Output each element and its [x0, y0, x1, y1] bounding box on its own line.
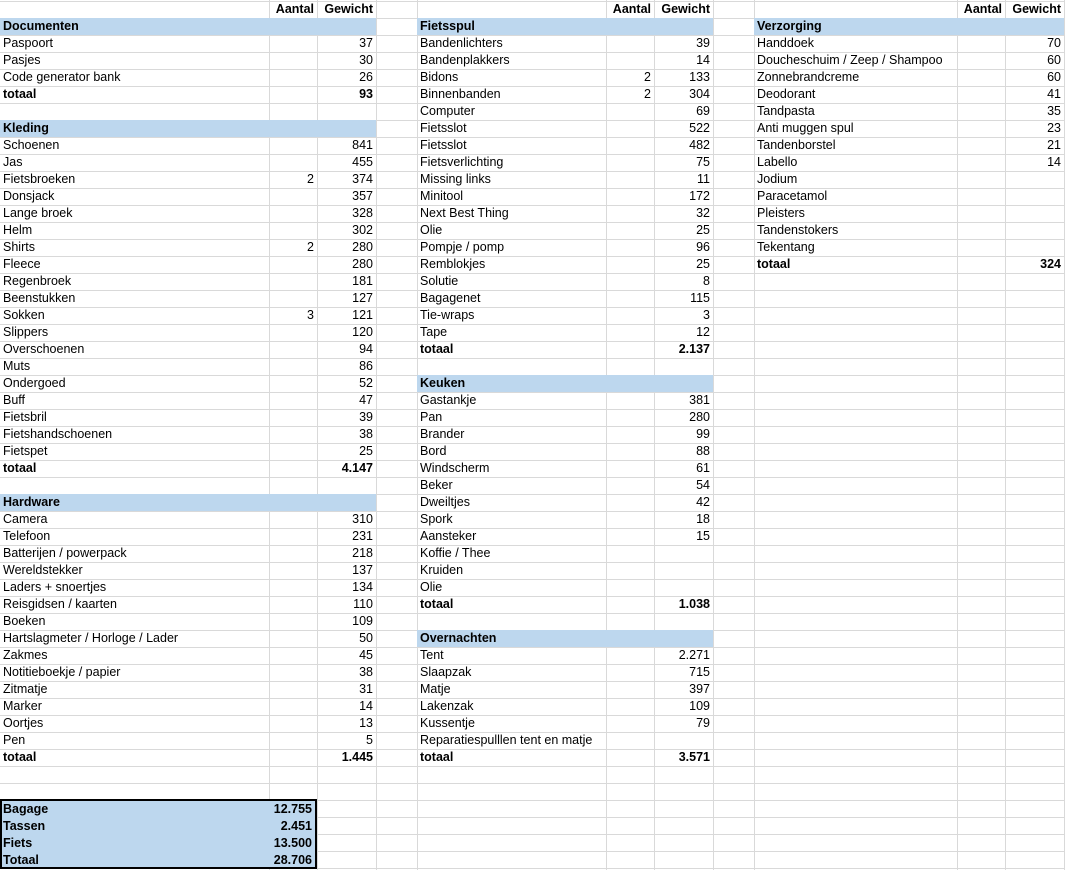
- item-gewicht-cell[interactable]: 26: [359, 70, 373, 84]
- summary-value-cell[interactable]: 13.500: [273, 836, 312, 850]
- item-name-cell[interactable]: Tape: [420, 325, 448, 339]
- category-header[interactable]: Keuken: [420, 376, 466, 390]
- total-label-cell[interactable]: totaal: [420, 750, 454, 764]
- item-aantal-cell[interactable]: [606, 137, 654, 154]
- item-aantal-cell[interactable]: [269, 511, 317, 528]
- item-gewicht-cell[interactable]: 127: [352, 291, 373, 305]
- item-aantal-cell[interactable]: [606, 511, 654, 528]
- item-gewicht-cell[interactable]: 2.271: [678, 648, 710, 662]
- item-aantal-cell[interactable]: [606, 494, 654, 511]
- item-name-cell[interactable]: Bandenplakkers: [420, 53, 510, 67]
- item-name-cell[interactable]: Fietsbril: [3, 410, 47, 424]
- item-gewicht-cell[interactable]: 13: [359, 716, 373, 730]
- item-name-cell[interactable]: Regenbroek: [3, 274, 72, 288]
- item-name-cell[interactable]: Bandenlichters: [420, 36, 503, 50]
- item-name-cell[interactable]: Paspoort: [3, 36, 54, 50]
- item-name-cell[interactable]: Pleisters: [757, 206, 805, 220]
- total-label-cell[interactable]: totaal: [3, 87, 37, 101]
- item-aantal-cell[interactable]: [957, 171, 1005, 188]
- total-label-cell[interactable]: totaal: [3, 750, 37, 764]
- item-gewicht-cell[interactable]: 25: [696, 223, 710, 237]
- item-aantal-cell[interactable]: [606, 545, 654, 562]
- gridline-vertical: [376, 0, 377, 870]
- total-value-cell[interactable]: 1.038: [678, 597, 710, 611]
- item-aantal-cell[interactable]: [606, 477, 654, 494]
- item-name-cell[interactable]: Pompje / pomp: [420, 240, 505, 254]
- item-name-cell[interactable]: Jodium: [757, 172, 798, 186]
- item-gewicht-cell[interactable]: 715: [689, 665, 710, 679]
- total-value-cell[interactable]: 324: [1040, 257, 1061, 271]
- item-gewicht-cell[interactable]: 8: [703, 274, 710, 288]
- item-gewicht-cell[interactable]: 381: [689, 393, 710, 407]
- item-aantal-cell[interactable]: [269, 528, 317, 545]
- item-gewicht-cell[interactable]: 38: [359, 665, 373, 679]
- item-aantal-cell[interactable]: [957, 239, 1005, 256]
- item-aantal-cell[interactable]: [269, 35, 317, 52]
- item-aantal-cell[interactable]: [606, 681, 654, 698]
- item-gewicht-cell[interactable]: 39: [696, 36, 710, 50]
- item-name-cell[interactable]: Kussentje: [420, 716, 475, 730]
- item-name-cell[interactable]: Buff: [3, 393, 26, 407]
- item-name-cell[interactable]: Spork: [420, 512, 453, 526]
- item-gewicht-cell[interactable]: 25: [696, 257, 710, 271]
- item-aantal-cell[interactable]: [269, 409, 317, 426]
- item-aantal-cell[interactable]: [606, 35, 654, 52]
- item-aantal-cell[interactable]: [606, 698, 654, 715]
- item-aantal-cell[interactable]: [606, 528, 654, 545]
- item-aantal-cell[interactable]: [269, 698, 317, 715]
- total-value-cell[interactable]: 1.445: [341, 750, 373, 764]
- item-aantal-cell[interactable]: [606, 205, 654, 222]
- item-gewicht-cell[interactable]: [654, 732, 713, 749]
- summary-label-cell[interactable]: Bagage: [3, 802, 49, 816]
- item-gewicht-cell[interactable]: 25: [359, 444, 373, 458]
- item-gewicht-cell[interactable]: 455: [352, 155, 373, 169]
- item-aantal-cell[interactable]: [957, 35, 1005, 52]
- item-aantal-cell[interactable]: 3: [307, 308, 314, 322]
- item-aantal-cell[interactable]: [606, 426, 654, 443]
- category-header[interactable]: Documenten: [3, 19, 79, 33]
- item-gewicht-cell[interactable]: 70: [1047, 36, 1061, 50]
- item-gewicht-cell[interactable]: 133: [689, 70, 710, 84]
- item-gewicht-cell[interactable]: 14: [1047, 155, 1061, 169]
- item-name-cell[interactable]: Doucheschuim / Zeep / Shampoo: [757, 53, 943, 67]
- item-aantal-cell[interactable]: [957, 154, 1005, 171]
- column-header-gewicht[interactable]: Gewicht: [324, 2, 373, 16]
- item-name-cell[interactable]: Solutie: [420, 274, 459, 288]
- item-gewicht-cell[interactable]: 280: [352, 240, 373, 254]
- item-aantal-cell[interactable]: [269, 732, 317, 749]
- item-aantal-cell[interactable]: [269, 324, 317, 341]
- item-gewicht-cell[interactable]: 109: [352, 614, 373, 628]
- item-gewicht-cell[interactable]: 86: [359, 359, 373, 373]
- item-gewicht-cell[interactable]: 42: [696, 495, 710, 509]
- category-header[interactable]: Hardware: [3, 495, 60, 509]
- item-name-cell[interactable]: Anti muggen spul: [757, 121, 854, 135]
- item-name-cell[interactable]: Handdoek: [757, 36, 814, 50]
- item-aantal-cell[interactable]: [269, 154, 317, 171]
- column-header-gewicht[interactable]: Gewicht: [661, 2, 710, 16]
- item-name-cell[interactable]: Zitmatje: [3, 682, 48, 696]
- item-aantal-cell[interactable]: [269, 596, 317, 613]
- item-aantal-cell[interactable]: [269, 562, 317, 579]
- item-name-cell[interactable]: Tandpasta: [757, 104, 815, 118]
- item-name-cell[interactable]: Matje: [420, 682, 451, 696]
- item-aantal-cell[interactable]: [606, 52, 654, 69]
- item-name-cell[interactable]: Aansteker: [420, 529, 477, 543]
- total-value-cell[interactable]: 2.137: [678, 342, 710, 356]
- item-aantal-cell[interactable]: [957, 222, 1005, 239]
- item-aantal-cell[interactable]: [269, 443, 317, 460]
- item-gewicht-cell[interactable]: 302: [352, 223, 373, 237]
- item-name-cell[interactable]: Slaapzak: [420, 665, 472, 679]
- item-gewicht-cell[interactable]: 50: [359, 631, 373, 645]
- item-aantal-cell[interactable]: 2: [644, 70, 651, 84]
- item-name-cell[interactable]: Fleece: [3, 257, 41, 271]
- item-aantal-cell[interactable]: [957, 137, 1005, 154]
- item-aantal-cell[interactable]: [957, 69, 1005, 86]
- item-name-cell[interactable]: Marker: [3, 699, 42, 713]
- item-gewicht-cell[interactable]: [1005, 222, 1064, 239]
- item-gewicht-cell[interactable]: 32: [696, 206, 710, 220]
- item-name-cell[interactable]: Computer: [420, 104, 475, 118]
- item-aantal-cell[interactable]: [269, 290, 317, 307]
- item-aantal-cell[interactable]: [269, 392, 317, 409]
- item-gewicht-cell[interactable]: 172: [689, 189, 710, 203]
- item-name-cell[interactable]: Jas: [3, 155, 23, 169]
- gridline-vertical: [713, 0, 714, 870]
- item-gewicht-cell[interactable]: 79: [696, 716, 710, 730]
- item-aantal-cell[interactable]: [606, 256, 654, 273]
- item-aantal-cell[interactable]: [606, 307, 654, 324]
- item-aantal-cell[interactable]: [269, 222, 317, 239]
- gridline-horizontal: [0, 1, 1065, 2]
- item-gewicht-cell[interactable]: 120: [352, 325, 373, 339]
- item-name-cell[interactable]: Fietspet: [3, 444, 48, 458]
- total-value-cell[interactable]: 3.571: [678, 750, 710, 764]
- item-gewicht-cell[interactable]: 99: [696, 427, 710, 441]
- item-name-cell[interactable]: Koffie / Thee: [420, 546, 491, 560]
- column-header-aantal[interactable]: Aantal: [275, 2, 314, 16]
- item-aantal-cell[interactable]: 2: [644, 87, 651, 101]
- item-name-cell[interactable]: Windscherm: [420, 461, 490, 475]
- item-gewicht-cell[interactable]: 35: [1047, 104, 1061, 118]
- item-gewicht-cell[interactable]: 61: [696, 461, 710, 475]
- total-label-cell[interactable]: totaal: [3, 461, 37, 475]
- item-name-cell[interactable]: Fietsslot: [420, 138, 467, 152]
- item-aantal-cell[interactable]: [269, 630, 317, 647]
- item-aantal-cell[interactable]: [606, 103, 654, 120]
- item-aantal-cell[interactable]: [606, 392, 654, 409]
- item-name-cell[interactable]: Olie: [420, 223, 443, 237]
- item-gewicht-cell[interactable]: [1005, 239, 1064, 256]
- item-gewicht-cell[interactable]: 39: [359, 410, 373, 424]
- item-aantal-cell[interactable]: [606, 290, 654, 307]
- item-aantal-cell[interactable]: [606, 579, 654, 596]
- item-aantal-cell[interactable]: [269, 664, 317, 681]
- item-name-cell[interactable]: Notitieboekje / papier: [3, 665, 121, 679]
- item-gewicht-cell[interactable]: 115: [690, 291, 710, 305]
- item-name-cell[interactable]: Fietshandschoenen: [3, 427, 113, 441]
- item-name-cell[interactable]: Pan: [420, 410, 443, 424]
- item-aantal-cell[interactable]: [606, 732, 654, 749]
- item-gewicht-cell[interactable]: 11: [697, 172, 710, 186]
- item-name-cell[interactable]: Binnenbanden: [420, 87, 501, 101]
- item-gewicht-cell[interactable]: 15: [696, 529, 710, 543]
- item-name-cell[interactable]: Gastankje: [420, 393, 477, 407]
- item-gewicht-cell[interactable]: 218: [352, 546, 373, 560]
- item-gewicht-cell[interactable]: 3: [703, 308, 710, 322]
- item-name-cell[interactable]: Bord: [420, 444, 447, 458]
- item-gewicht-cell[interactable]: 31: [359, 682, 373, 696]
- item-aantal-cell[interactable]: [269, 52, 317, 69]
- item-name-cell[interactable]: Kruiden: [420, 563, 464, 577]
- summary-label-cell[interactable]: Fiets: [3, 836, 33, 850]
- item-gewicht-cell[interactable]: [654, 545, 713, 562]
- category-header[interactable]: Kleding: [3, 121, 49, 135]
- total-value-cell[interactable]: 93: [359, 87, 373, 101]
- item-gewicht-cell[interactable]: 137: [352, 563, 373, 577]
- column-header-aantal[interactable]: Aantal: [963, 2, 1002, 16]
- item-aantal-cell[interactable]: [957, 86, 1005, 103]
- item-gewicht-cell[interactable]: 14: [359, 699, 373, 713]
- item-name-cell[interactable]: Donsjack: [3, 189, 55, 203]
- item-aantal-cell[interactable]: [606, 409, 654, 426]
- item-name-cell[interactable]: Beenstukken: [3, 291, 76, 305]
- item-gewicht-cell[interactable]: 231: [352, 529, 373, 543]
- item-name-cell[interactable]: Bagagenet: [420, 291, 481, 305]
- item-name-cell[interactable]: Reisgidsen / kaarten: [3, 597, 117, 611]
- item-aantal-cell[interactable]: [957, 103, 1005, 120]
- item-aantal-cell[interactable]: [606, 171, 654, 188]
- item-name-cell[interactable]: Tekentang: [757, 240, 815, 254]
- item-gewicht-cell[interactable]: 21: [1047, 138, 1061, 152]
- summary-value-cell[interactable]: 2.451: [280, 819, 312, 833]
- item-aantal-cell[interactable]: [606, 222, 654, 239]
- item-aantal-cell[interactable]: [269, 137, 317, 154]
- item-aantal-cell[interactable]: [957, 52, 1005, 69]
- item-aantal-cell[interactable]: [606, 647, 654, 664]
- item-name-cell[interactable]: Zonnebrandcreme: [757, 70, 860, 84]
- item-aantal-cell[interactable]: [957, 120, 1005, 137]
- summary-label-cell[interactable]: Totaal: [3, 853, 39, 867]
- item-name-cell[interactable]: Wereldstekker: [3, 563, 83, 577]
- item-name-cell[interactable]: Zakmes: [3, 648, 48, 662]
- item-name-cell[interactable]: Batterijen / powerpack: [3, 546, 127, 560]
- gridline-horizontal: [0, 783, 1065, 784]
- summary-value-cell[interactable]: 28.706: [273, 853, 312, 867]
- item-gewicht-cell[interactable]: 522: [689, 121, 710, 135]
- item-gewicht-cell[interactable]: 357: [352, 189, 373, 203]
- item-name-cell[interactable]: Schoenen: [3, 138, 60, 152]
- item-gewicht-cell[interactable]: 5: [366, 733, 373, 747]
- item-gewicht-cell[interactable]: 304: [689, 87, 710, 101]
- item-gewicht-cell[interactable]: 96: [696, 240, 710, 254]
- item-name-cell[interactable]: Sokken: [3, 308, 45, 322]
- item-name-cell[interactable]: Bidons: [420, 70, 459, 84]
- item-aantal-cell[interactable]: [606, 460, 654, 477]
- item-gewicht-cell[interactable]: 30: [359, 53, 373, 67]
- item-name-cell[interactable]: Helm: [3, 223, 33, 237]
- item-gewicht-cell[interactable]: 110: [353, 597, 373, 611]
- summary-value-cell[interactable]: 12.755: [273, 802, 312, 816]
- item-aantal-cell[interactable]: [269, 426, 317, 443]
- item-aantal-cell[interactable]: [269, 579, 317, 596]
- item-gewicht-cell[interactable]: 47: [359, 393, 373, 407]
- column-header-gewicht[interactable]: Gewicht: [1012, 2, 1061, 16]
- item-aantal-cell[interactable]: [606, 154, 654, 171]
- item-name-cell[interactable]: Hartslagmeter / Horloge / Lader: [3, 631, 179, 645]
- item-aantal-cell[interactable]: [269, 188, 317, 205]
- item-name-cell[interactable]: Brander: [420, 427, 465, 441]
- item-name-cell[interactable]: Minitool: [420, 189, 464, 203]
- item-name-cell[interactable]: Beker: [420, 478, 453, 492]
- item-gewicht-cell[interactable]: 482: [689, 138, 710, 152]
- item-aantal-cell[interactable]: [269, 256, 317, 273]
- item-aantal-cell[interactable]: [606, 324, 654, 341]
- item-aantal-cell[interactable]: [606, 120, 654, 137]
- total-label-cell[interactable]: totaal: [420, 342, 454, 356]
- item-aantal-cell[interactable]: [606, 715, 654, 732]
- item-gewicht-cell[interactable]: 88: [696, 444, 710, 458]
- category-header[interactable]: Verzorging: [757, 19, 822, 33]
- item-gewicht-cell[interactable]: 54: [696, 478, 710, 492]
- item-name-cell[interactable]: Lange broek: [3, 206, 73, 220]
- item-aantal-cell[interactable]: [269, 681, 317, 698]
- item-aantal-cell[interactable]: 2: [307, 240, 314, 254]
- item-gewicht-cell[interactable]: [654, 562, 713, 579]
- item-gewicht-cell[interactable]: [1005, 188, 1064, 205]
- item-aantal-cell[interactable]: [606, 188, 654, 205]
- item-gewicht-cell[interactable]: 94: [359, 342, 373, 356]
- item-aantal-cell[interactable]: [606, 239, 654, 256]
- item-aantal-cell[interactable]: [269, 715, 317, 732]
- category-header[interactable]: Overnachten: [420, 631, 497, 645]
- item-gewicht-cell[interactable]: 280: [689, 410, 710, 424]
- item-name-cell[interactable]: Olie: [420, 580, 443, 594]
- item-name-cell[interactable]: Fietsslot: [420, 121, 467, 135]
- gridline-horizontal: [0, 766, 1065, 767]
- item-gewicht-cell[interactable]: 841: [352, 138, 373, 152]
- item-gewicht-cell[interactable]: [1005, 205, 1064, 222]
- item-name-cell[interactable]: Ondergoed: [3, 376, 66, 390]
- item-aantal-cell[interactable]: [957, 188, 1005, 205]
- item-gewicht-cell[interactable]: 69: [696, 104, 710, 118]
- total-value-cell[interactable]: 4.147: [341, 461, 373, 475]
- item-aantal-cell[interactable]: [269, 341, 317, 358]
- item-gewicht-cell[interactable]: 60: [1047, 70, 1061, 84]
- item-aantal-cell[interactable]: [269, 545, 317, 562]
- item-aantal-cell[interactable]: [606, 664, 654, 681]
- item-gewicht-cell[interactable]: 280: [352, 257, 373, 271]
- item-gewicht-cell[interactable]: 374: [352, 172, 373, 186]
- item-gewicht-cell[interactable]: 397: [689, 682, 710, 696]
- item-gewicht-cell[interactable]: 121: [352, 308, 373, 322]
- item-name-cell[interactable]: Deodorant: [757, 87, 816, 101]
- item-name-cell[interactable]: Reparatiespulllen tent en matje: [420, 733, 593, 747]
- item-gewicht-cell[interactable]: 75: [696, 155, 710, 169]
- item-aantal-cell[interactable]: [269, 69, 317, 86]
- item-gewicht-cell[interactable]: 310: [352, 512, 373, 526]
- item-gewicht-cell[interactable]: 37: [359, 36, 373, 50]
- item-aantal-cell[interactable]: 2: [307, 172, 314, 186]
- item-gewicht-cell[interactable]: 328: [352, 206, 373, 220]
- item-name-cell[interactable]: Fietsbroeken: [3, 172, 76, 186]
- item-gewicht-cell[interactable]: 134: [352, 580, 373, 594]
- item-name-cell[interactable]: Camera: [3, 512, 48, 526]
- item-gewicht-cell[interactable]: 18: [696, 512, 710, 526]
- item-name-cell[interactable]: Telefoon: [3, 529, 51, 543]
- item-gewicht-cell[interactable]: 23: [1047, 121, 1061, 135]
- item-gewicht-cell[interactable]: 109: [689, 699, 710, 713]
- item-name-cell[interactable]: Pen: [3, 733, 26, 747]
- item-name-cell[interactable]: Missing links: [420, 172, 491, 186]
- item-aantal-cell[interactable]: [269, 273, 317, 290]
- item-aantal-cell[interactable]: [606, 273, 654, 290]
- item-aantal-cell[interactable]: [269, 358, 317, 375]
- item-aantal-cell[interactable]: [269, 613, 317, 630]
- item-gewicht-cell[interactable]: 52: [359, 376, 373, 390]
- item-gewicht-cell[interactable]: [654, 579, 713, 596]
- item-name-cell[interactable]: Shirts: [3, 240, 35, 254]
- item-aantal-cell[interactable]: [269, 647, 317, 664]
- item-name-cell[interactable]: Laders + snoertjes: [3, 580, 107, 594]
- item-aantal-cell[interactable]: [606, 443, 654, 460]
- item-name-cell[interactable]: Muts: [3, 359, 31, 373]
- item-name-cell[interactable]: Code generator bank: [3, 70, 121, 84]
- item-gewicht-cell[interactable]: 14: [696, 53, 710, 67]
- item-name-cell[interactable]: Slippers: [3, 325, 49, 339]
- item-aantal-cell[interactable]: [269, 375, 317, 392]
- item-name-cell[interactable]: Paracetamol: [757, 189, 828, 203]
- item-name-cell[interactable]: Dweiltjes: [420, 495, 471, 509]
- item-name-cell[interactable]: Labello: [757, 155, 798, 169]
- total-label-cell[interactable]: totaal: [757, 257, 791, 271]
- item-name-cell[interactable]: Tandenborstel: [757, 138, 836, 152]
- item-name-cell[interactable]: Tandenstokers: [757, 223, 839, 237]
- item-aantal-cell[interactable]: [269, 205, 317, 222]
- item-name-cell[interactable]: Lakenzak: [420, 699, 474, 713]
- column-header-aantal[interactable]: Aantal: [612, 2, 651, 16]
- total-label-cell[interactable]: totaal: [420, 597, 454, 611]
- item-name-cell[interactable]: Overschoenen: [3, 342, 85, 356]
- item-gewicht-cell[interactable]: 38: [359, 427, 373, 441]
- item-name-cell[interactable]: Next Best Thing: [420, 206, 509, 220]
- item-name-cell[interactable]: Fietsverlichting: [420, 155, 504, 169]
- item-aantal-cell[interactable]: [957, 205, 1005, 222]
- item-gewicht-cell[interactable]: 45: [359, 648, 373, 662]
- item-name-cell[interactable]: Tie-wraps: [420, 308, 475, 322]
- item-name-cell[interactable]: Oortjes: [3, 716, 44, 730]
- item-gewicht-cell[interactable]: [1005, 171, 1064, 188]
- item-name-cell[interactable]: Pasjes: [3, 53, 41, 67]
- item-name-cell[interactable]: Remblokjes: [420, 257, 486, 271]
- item-gewicht-cell[interactable]: 41: [1047, 87, 1061, 101]
- category-header[interactable]: Fietsspul: [420, 19, 475, 33]
- item-name-cell[interactable]: Boeken: [3, 614, 46, 628]
- item-gewicht-cell[interactable]: 181: [352, 274, 373, 288]
- item-aantal-cell[interactable]: [606, 562, 654, 579]
- item-name-cell[interactable]: Tent: [420, 648, 444, 662]
- item-gewicht-cell[interactable]: 12: [696, 325, 710, 339]
- item-gewicht-cell[interactable]: 60: [1047, 53, 1061, 67]
- summary-label-cell[interactable]: Tassen: [3, 819, 46, 833]
